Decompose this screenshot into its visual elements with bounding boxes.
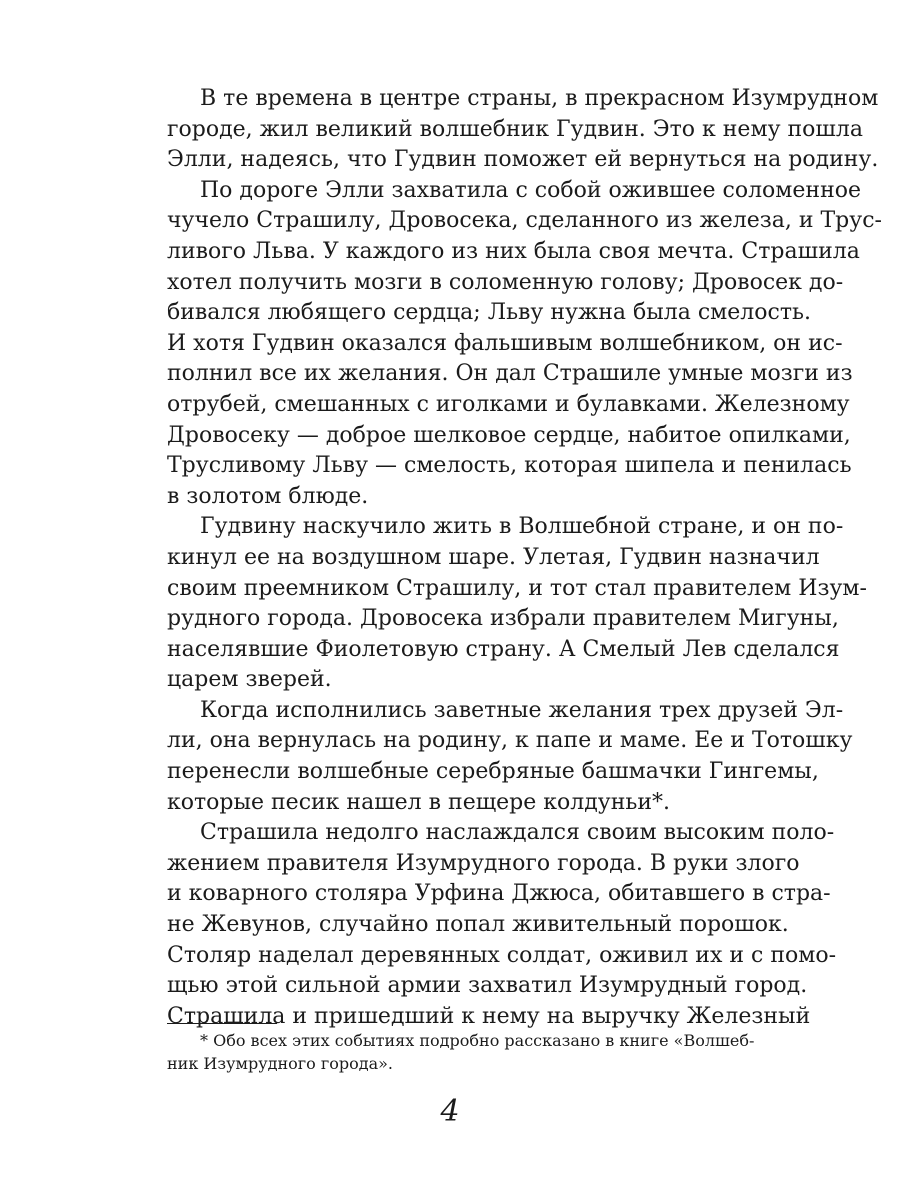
text-line: городе, жил великий волшебник Гудвин. Это к нему пошла xyxy=(167,116,863,142)
text-line: в золотом блюде. xyxy=(167,483,369,509)
footnote-line: ник Изумрудного города». xyxy=(167,1054,394,1073)
footnote-divider xyxy=(167,1023,277,1024)
text-line: хотел получить мозги в соломенную голову; Дровосек до- xyxy=(167,269,844,295)
text-line: Когда исполнились заветные желания трех друзей Эл- xyxy=(200,697,844,723)
text-line: Страшила недолго наслаждался своим высоким поло- xyxy=(200,820,835,846)
footnote xyxy=(167,1029,755,1075)
text-line: В те времена в центре страны, в прекрасном Изумрудном xyxy=(200,86,879,111)
body-text xyxy=(167,84,882,1032)
text-line: царем зверей. xyxy=(167,667,332,693)
text-line: ливого Льва. У каждого из них была своя мечта. Страшила xyxy=(167,238,860,264)
text-line: перенесли волшебные серебряные башмачки Гингемы, xyxy=(167,759,819,785)
text-line: своим преемником Страшилу, и тот стал правителем Изум- xyxy=(167,575,867,601)
text-line: полнил все их желания. Он дал Страшиле умные мозги из xyxy=(167,361,853,387)
footnote-line: * Обо всех этих событиях подробно рассказано в книге «Волшеб- xyxy=(200,1031,755,1050)
text-line: Элли, надеясь, что Гудвин поможет ей вернуться на родину. xyxy=(167,147,879,173)
text-line: Гудвину наскучило жить в Волшебной стране, и он по- xyxy=(200,514,844,540)
text-line: Столяр наделал деревянных солдат, оживил их и с помо- xyxy=(167,942,837,968)
text-line: рудного города. Дровосека избрали правителем Мигуны, xyxy=(167,606,839,632)
text-line: населявшие Фиолетовую страну. А Смелый Лев сделался xyxy=(167,636,840,662)
text-line: ли, она вернулась на родину, к папе и маме. Ее и Тотошку xyxy=(167,728,853,754)
text-line: щью этой сильной армии захватил Изумрудный город. xyxy=(167,973,808,999)
text-line: Дровосеку — доброе шелковое сердце, набитое опилками, xyxy=(167,422,851,448)
text-line: отрубей, смешанных с иголками и булавками. Железному xyxy=(167,391,850,417)
text-line: чучело Страшилу, Дровосека, сделанного из железа, и Трус- xyxy=(167,208,882,234)
text-line: По дороге Элли захватила с собой ожившее соломенное xyxy=(200,177,862,203)
text-line: Страшила и пришедший к нему на выручку Железный xyxy=(167,1003,811,1029)
text-line: и коварного столяра Урфина Джюса, обитавшего в стра- xyxy=(167,881,831,907)
text-line: кинул ее на воздушном шаре. Улетая, Гудвин назначил xyxy=(167,544,820,570)
text-line: которые песик нашел в пещере колдуньи*. xyxy=(167,789,671,815)
text-line: Трусливому Льву — смелость, которая шипела и пенилась xyxy=(167,453,852,479)
page-number: 4 xyxy=(440,1094,460,1129)
text-line: И хотя Гудвин оказался фальшивым волшебником, он ис- xyxy=(167,330,843,356)
text-line: не Жевунов, случайно попал живительный порошок. xyxy=(167,912,789,938)
text-line: бивался любящего сердца; Льву нужна была смелость. xyxy=(167,300,811,326)
text-line: жением правителя Изумрудного города. В руки злого xyxy=(167,850,800,876)
